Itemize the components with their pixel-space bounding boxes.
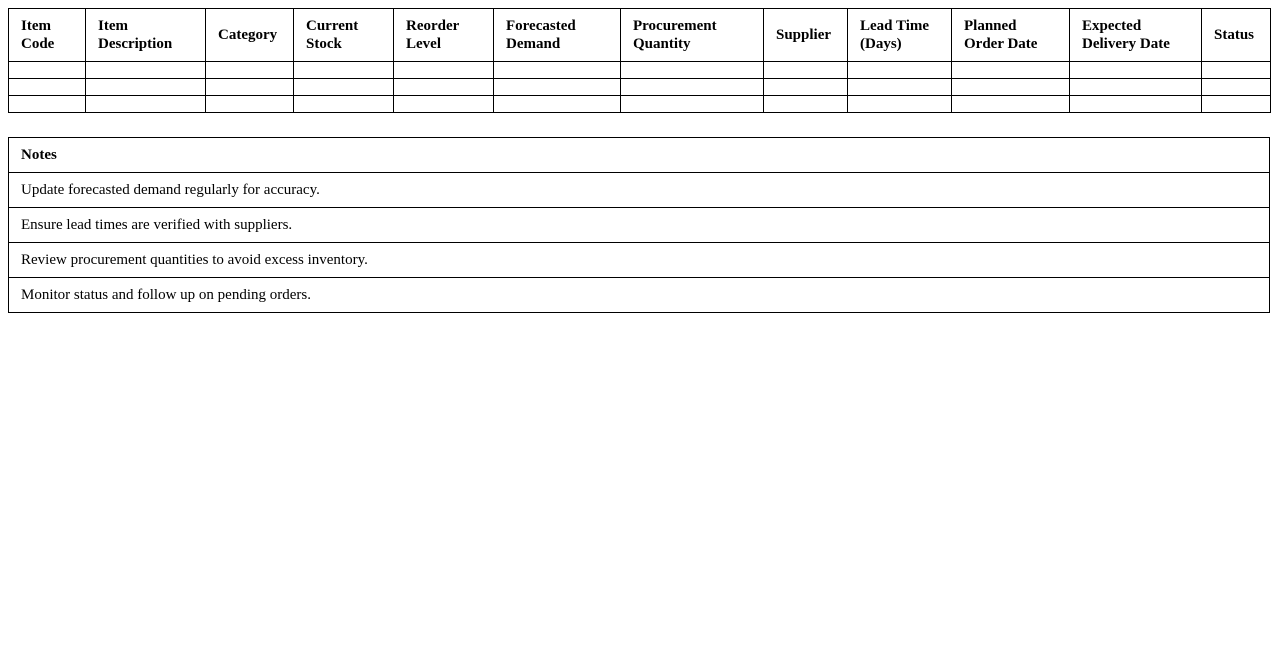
header-planned-order-date: Planned Order Date <box>952 9 1070 62</box>
table-cell <box>86 79 206 96</box>
header-item-description: Item Description <box>86 9 206 62</box>
note-item: Monitor status and follow up on pending orders. <box>9 278 1270 313</box>
header-forecasted-demand: Forecasted Demand <box>494 9 621 62</box>
table-row <box>9 96 1271 113</box>
table-cell <box>764 96 848 113</box>
table-cell <box>1070 62 1202 79</box>
header-category: Category <box>206 9 294 62</box>
table-cell <box>1202 62 1271 79</box>
header-reorder-level: Reorder Level <box>394 9 494 62</box>
note-row <box>9 208 1270 243</box>
table-cell <box>621 96 764 113</box>
table-cell <box>9 79 86 96</box>
header-expected-delivery-date: Expected Delivery Date <box>1070 9 1202 62</box>
table-cell <box>1070 96 1202 113</box>
note-item: Update forecasted demand regularly for accuracy. <box>9 173 1270 208</box>
table-cell <box>294 79 394 96</box>
table-header-row <box>9 9 1271 62</box>
table-cell <box>394 96 494 113</box>
table-row <box>9 62 1271 79</box>
table-cell <box>1202 96 1271 113</box>
table-cell <box>952 62 1070 79</box>
table-cell <box>86 96 206 113</box>
table-cell <box>494 96 621 113</box>
table-cell <box>1202 79 1271 96</box>
table-cell <box>848 79 952 96</box>
table-cell <box>621 62 764 79</box>
table-cell <box>9 62 86 79</box>
table-cell <box>952 79 1070 96</box>
header-current-stock: Current Stock <box>294 9 394 62</box>
header-lead-time: Lead Time (Days) <box>848 9 952 62</box>
table-cell <box>1070 79 1202 96</box>
table-cell <box>294 62 394 79</box>
table-row <box>9 79 1271 96</box>
note-row <box>9 243 1270 278</box>
notes-table <box>8 137 1270 313</box>
header-status: Status <box>1202 9 1271 62</box>
table-cell <box>848 96 952 113</box>
table-cell <box>764 62 848 79</box>
table-cell <box>206 62 294 79</box>
table-cell <box>494 62 621 79</box>
table-cell <box>621 79 764 96</box>
table-cell <box>764 79 848 96</box>
table-cell <box>9 96 86 113</box>
procurement-table <box>8 8 1271 113</box>
table-cell <box>394 79 494 96</box>
table-cell <box>86 62 206 79</box>
table-cell <box>952 96 1070 113</box>
header-procurement-quantity: Procurement Quantity <box>621 9 764 62</box>
table-cell <box>848 62 952 79</box>
table-cell <box>394 62 494 79</box>
header-supplier: Supplier <box>764 9 848 62</box>
note-row <box>9 173 1270 208</box>
note-item: Ensure lead times are verified with suppliers. <box>9 208 1270 243</box>
notes-title: Notes <box>9 138 1270 173</box>
note-item: Review procurement quantities to avoid excess inventory. <box>9 243 1270 278</box>
table-cell <box>494 79 621 96</box>
header-item-code: Item Code <box>9 9 86 62</box>
table-cell <box>294 96 394 113</box>
table-cell <box>206 96 294 113</box>
note-row <box>9 278 1270 313</box>
table-cell <box>206 79 294 96</box>
notes-header-row <box>9 138 1270 173</box>
